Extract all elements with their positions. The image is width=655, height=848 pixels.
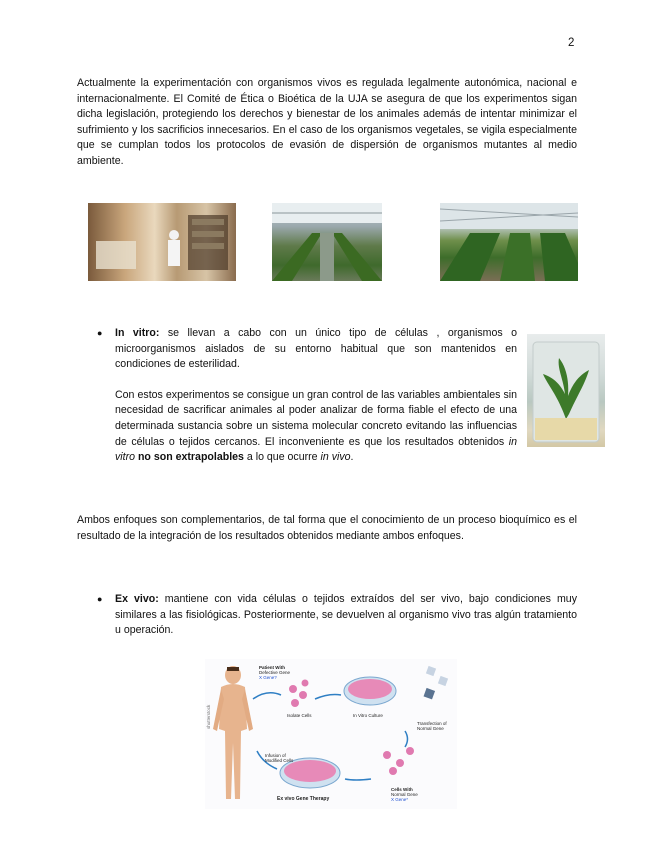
bullet-ex-vivo <box>97 592 577 639</box>
photo-greenhouse <box>440 203 578 281</box>
label-exvivo: Ex vivo Gene Therapy <box>277 796 330 802</box>
watermark-text: shutterstock <box>206 704 211 729</box>
term-in-vitro: In vitro: <box>115 327 160 339</box>
bullet-icon: ● <box>97 594 103 604</box>
bullet-icon: ● <box>97 328 103 338</box>
paragraph-complementary: Ambos enfoques son complementarios, de tal forma que el conocimiento de un proceso bioquímico es el resultado de la integración de los resultados obtenidos mediante ambos enfoques. <box>77 514 577 542</box>
bullet-in-vitro <box>97 326 517 466</box>
label-cells: Cells With Normal Gene X Gene* <box>391 787 418 802</box>
in-vitro-details: Con estos experimentos se consigue un gran control de las variables ambientales sin necesidad de sacrificar animales al poder analizar de forma fiable el efecto de una determinada sustancia sobre un sistema molecular concreto evitando las influencias de células o tejidos cercanos. El inconveniente es que los resultados obtenidos in vitro no son extrapolables a lo que ocurre in vivo. <box>115 388 517 464</box>
label-invitro: In Vitro Culture <box>353 713 383 718</box>
label-infusion: Infusion of Modified Cells <box>265 753 294 763</box>
label-transfection: Transfection of Normal Gene <box>417 721 447 731</box>
term-ex-vivo: Ex vivo: <box>115 593 159 605</box>
label-patient: Patient With Defective Gene X Gene? <box>259 665 291 680</box>
photo-greenhouse-corridor <box>272 203 382 281</box>
ex-vivo-gene-therapy-diagram <box>205 659 457 809</box>
in-vitro-definition: se llevan a cabo con un único tipo de células , organismos o microorganismos aislados de su entorno habitual que son mantenidos en condiciones de esterilidad. <box>115 327 518 371</box>
label-isolate: Isolate Cells <box>287 713 312 718</box>
ex-vivo-definition: mantiene con vida células o tejidos extraídos del ser vivo, bajo condiciones muy similares a las fisiológicas. Posteriormente, se devuelven al organismo vivo tras algún tratamiento u operación. <box>115 593 577 637</box>
page-number: 2 <box>568 37 575 49</box>
paragraph-regulation: Actualmente la experimentación con organismos vivos es regulada legalmente autonómica, nacional e internacionalmente. El Comité de Ética o Bioética de la UJA se asegura de que los experimentos sigan dicha legislación, protegiendo los derechos y bienestar de los animales además de intentar minimizar el sufrimiento y los sacrificios innecesarios. En el caso de los organismos vegetales, se vigila especialmente que se cumplan todos los protocolos de evasión de dispersión de organismos mutantes al medio ambiente. <box>77 77 577 167</box>
photo-laboratory <box>88 203 236 281</box>
photo-plant-culture-jar <box>527 334 605 447</box>
